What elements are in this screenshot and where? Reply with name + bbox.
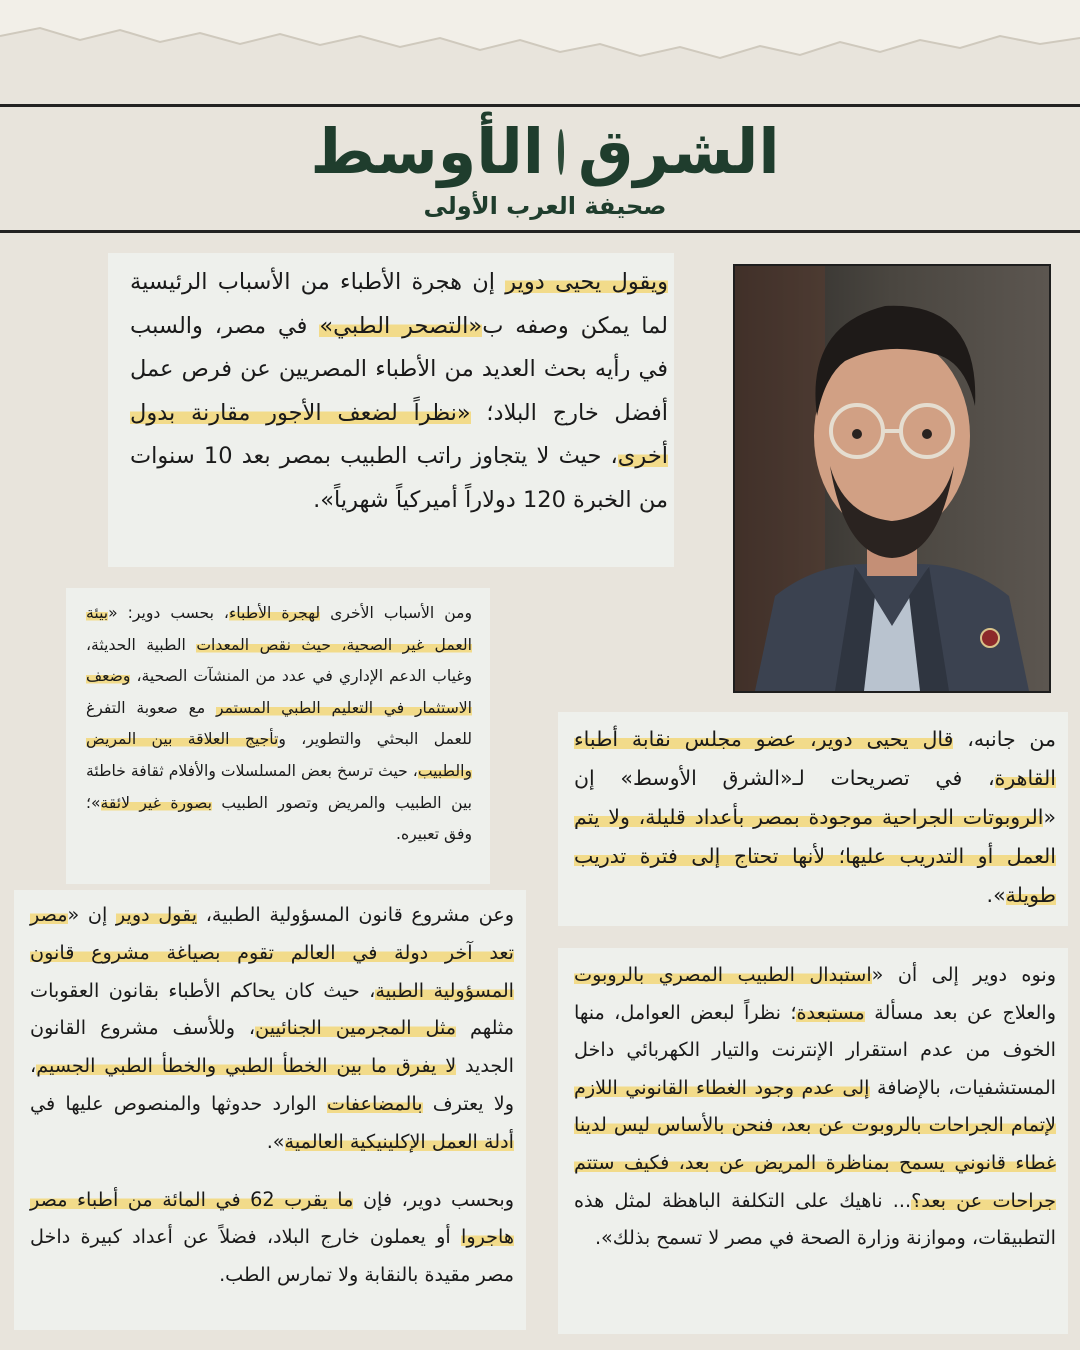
highlighted-text: بيئة العمل غير الصحية، حيث نقص المعدات xyxy=(86,604,472,654)
text-segment: أو يعملون خارج البلاد، فضلاً عن أعداد كبيرة داخل مصر مقيدة بالنقابة ولا تمارس الطب. xyxy=(30,1225,514,1287)
masthead-tagline: صحيفة العرب الأولى xyxy=(423,192,667,220)
text-segment: ، حيث ترسخ بعض المسلسلات والأفلام ثقافة خاطئة بين الطبيب والمريض وتصور الطبيب xyxy=(86,761,472,812)
globe-icon xyxy=(558,129,564,175)
logo-word-right: الشرق xyxy=(578,115,780,188)
highlighted-text: وضعف الاستثمار في التعليم الطبي المستمر xyxy=(86,667,473,717)
text-segment: الطبية الحديثة، وغياب الدعم الإداري في عدد من المنشآت الصحية، xyxy=(86,635,472,686)
highlighted-text: قال يحيى دوير، عضو مجلس نقابة أطباء القاهرة xyxy=(574,727,1056,790)
portrait-illustration xyxy=(735,266,1049,691)
text-segment: ؛ نظراً لبعض العوامل، منها الخوف من عدم استقرار الإنترنت والتيار الكهربائي داخل المستشفيات، بالإضافة xyxy=(574,1000,1057,1099)
text-segment: »؛ وفق تعبيره. xyxy=(86,793,472,844)
torn-paper-edge xyxy=(0,0,1080,70)
highlighted-text: استبدال الطبيب المصري بالروبوت xyxy=(574,963,872,986)
text-segment: مع صعوبة التفرغ للعمل البحثي والتطوير، و xyxy=(86,698,472,749)
highlighted-text: يقول دوير xyxy=(115,903,198,926)
highlighted-text: بالمضاعفات xyxy=(326,1091,423,1115)
highlighted-text: مستبعدة xyxy=(796,1000,865,1024)
text-segment: الوارد حدوثها والمنصوص عليها في xyxy=(30,1091,327,1115)
paragraph-gap xyxy=(30,1161,514,1181)
text-segment: من جانبه، xyxy=(953,727,1056,751)
portrait-photo xyxy=(733,264,1051,693)
article-text xyxy=(574,956,1056,1257)
text-segment: والعلاج عن بعد مسألة xyxy=(864,1000,1056,1024)
text-segment: ، وللأسف مشروع القانون الجديد xyxy=(30,1016,514,1078)
text-segment: إن « xyxy=(67,903,116,926)
article-robots xyxy=(558,712,1068,926)
highlighted-text: لهجرة الأطباء xyxy=(228,604,321,622)
article-liability-law xyxy=(14,890,526,1330)
masthead-bottom-rule xyxy=(0,230,1080,233)
highlighted-text: أدلة العمل الإكلينيكية العالمية xyxy=(284,1129,514,1153)
text-segment: وعن مشروع قانون المسؤولية الطبية، xyxy=(197,903,514,926)
text-segment: ومن الأسباب الأخرى xyxy=(320,604,472,622)
article-text xyxy=(30,896,514,1161)
article-migration xyxy=(108,253,674,567)
text-segment: ، في تصريحات لـ«الشرق الأوسط» إن « xyxy=(574,766,1056,829)
logo-word-left: الأوسط xyxy=(310,115,545,188)
highlighted-text: إلى عدم وجود الغطاء القانوني اللازم لإتمام الجراحات بالروبوت عن بعد، فنحن بالأساس ليس لدينا غطاء قانوني يسمح بمناظرة المريض عن بعد، فكيف ستتم جراحات عن بعد؟ xyxy=(574,1075,1057,1212)
highlighted-text: مصر تعد آخر دولة في العالم تقوم بصياغة مشروع قانون المسؤولية الطبية xyxy=(30,903,514,1002)
text-segment: ». xyxy=(986,883,1006,907)
article-text xyxy=(30,1181,514,1294)
text-segment: وبحسب دوير، فإن xyxy=(353,1187,514,1211)
text-segment: ، ولا يعترف xyxy=(30,1054,514,1115)
text-segment: ونوه دوير إلى أن « xyxy=(871,963,1056,986)
text-segment: ، بحسب دوير: « xyxy=(108,604,229,622)
highlighted-text: الروبوتات الجراحية موجودة بمصر بأعداد قليلة، ولا يتم العمل أو التدريب عليها؛ لأنها تحتاج إلى فترة تدريب طويلة xyxy=(574,805,1056,907)
highlighted-text: تأجيج العلاقة بين المريض والطبيب xyxy=(86,730,472,780)
highlighted-text: مثل المجرمين الجنائيين xyxy=(255,1016,457,1040)
masthead xyxy=(0,104,1080,232)
highlighted-text: ويقول يحيى دوير xyxy=(505,269,668,295)
highlighted-text: «نظراً لضعف الأجور مقارنة بدول أخرى xyxy=(130,399,668,469)
article-text xyxy=(86,598,472,851)
text-segment: ، حيث كان يحاكم الأطباء بقانون العقوبات مثلهم xyxy=(30,978,515,1040)
newspaper-logo[interactable] xyxy=(310,112,780,192)
highlighted-text: بصورة غير لائقة xyxy=(100,793,212,812)
highlighted-text: ما يقرب 62 في المائة من أطباء مصر هاجروا xyxy=(30,1187,514,1249)
text-segment: ، حيث لا يتجاوز راتب الطبيب بمصر بعد 10 سنوات من الخبرة 120 دولاراً أميركياً شهرياً». xyxy=(130,443,668,513)
highlighted-text: لا يفرق ما بين الخطأ الطبي والخطأ الطبي الجسيم xyxy=(36,1054,457,1078)
highlighted-text: «التصحر الطبي» xyxy=(319,312,483,339)
article-replacement xyxy=(558,948,1068,1334)
article-text xyxy=(574,720,1056,915)
text-segment: ... ناهيك على التكلفة الباهظة لمثل هذه التطبيقات، وموازنة وزارة الصحة في مصر لا تسمح بذلك». xyxy=(574,1188,1056,1250)
text-segment: إن هجرة الأطباء من الأسباب الرئيسية لما يمكن وصفه ب xyxy=(130,269,668,339)
article-text xyxy=(130,261,668,522)
article-other-reasons xyxy=(66,588,490,884)
text-segment: في مصر، والسبب في رأيه بحث العديد من الأطباء المصريين عن فرص عمل أفضل خارج البلاد؛ xyxy=(130,312,668,426)
text-segment: ». xyxy=(266,1129,285,1153)
